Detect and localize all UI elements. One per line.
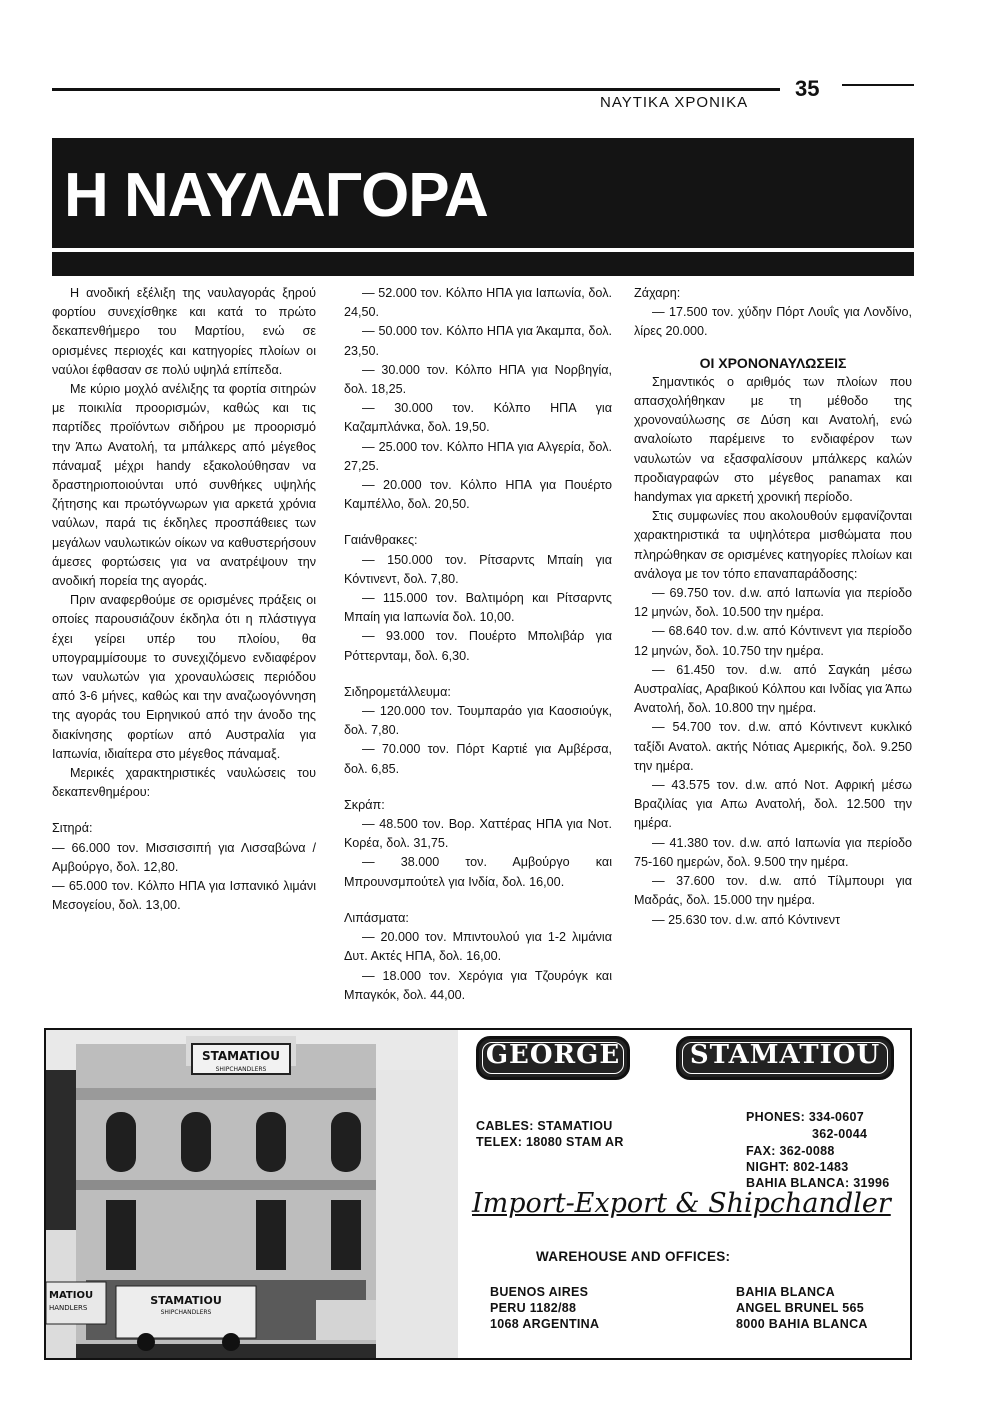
paragraph: Στις συμφωνίες που ακολουθούν εμφανίζονται χαρακτηριστικά τα υψηλότερα μισθώματα που πληρώθηκαν σε ορισμένες κατηγορίες πλοίων και ανάλογα με τον τόπο επαναπαράδοσης: <box>634 509 912 581</box>
list-item: — 68.640 τον. d.w. από Κόντινεντ για περίοδο 12 μηνών, δολ. 10.750 την ημέρα. <box>634 624 912 658</box>
subheading-sugar: Ζάχαρη: <box>634 286 681 300</box>
list-item: — 65.000 τον. Κόλπο ΗΠΑ για Ισπανικό λιμάνι Μεσογείου, δολ. 13,00. <box>52 879 316 913</box>
sign-subtext: SHIPCHANDLERS <box>215 1066 267 1073</box>
page-title: Η ΝΑΥΛΑΓΟΡΑ <box>64 161 488 230</box>
address-buenos-aires-2: PERU 1182/88 <box>490 1301 577 1315</box>
subheading-ore: Σιδηρομετάλλευμα: <box>344 684 451 699</box>
paragraph: Η ανοδική εξέλιξη της ναυλαγοράς ξηρού φορτίου συνεχίσθηκε και κατά το πρώτο δεκαπενθήμερο του Μαρτίου, ενώ σε ορισμένες περιοχές και κατηγορίες πλοίων οι ναύλοι έφθασαν σε πολύ υψηλά επίπεδα. <box>52 286 316 377</box>
list-item: — 61.450 τον. d.w. από Σαγκάη μέσω Αυστραλίας, Αραβικού Κόλπου και Ινδίας για Άπω Ανατολή, δολ. 10.800 την ημέρα. <box>634 662 912 716</box>
paragraph: Σημαντικός ο αριθμός των πλοίων που απασχολήθηκαν με τη μέθοδο της χρονοναύλωσης σε Δύση και Ανατολή, ενώ αναλοίωτο παρέμεινε το ενδιαφέρον των ναυλωτών να εξασφαλίσουν μπάλκερς καλών προδιαγραφών στο μέγεθος panamax και handymax για αρκετή χρονική περίοδο. <box>634 374 912 505</box>
paragraph: Πριν αναφερθούμε σε ορισμένες πράξεις οι οποίες παρουσιάζουν έκδηλα ότι η πλάστιγγα έχει γείρει υπέρ του πλοίου, θα υπογραμμίσουμε το συνεχιζόμενο ενδιαφέρον των ναυλωτών για χροναυλώσεις περιόδου από 3-6 μήνες, καθώς και την αναζωογόννηση της αγοράς του Ειρηνικού από την άνοδο της διακίνησης φορτίων από Αυστραλία για Ιαπωνία, ιδιαίτερα στο μέγεθος πάναμαξ. <box>52 593 316 761</box>
warehouse-heading: WAREHOUSE AND OFFICES: <box>536 1249 731 1264</box>
truck-subtext: SHIPCHANDLERS <box>160 1309 212 1316</box>
title-banner <box>52 138 914 276</box>
list-item: — 150.000 τον. Ρίτσαρντς Μπαίη για Κόντινεντ, δολ. 7,80. <box>344 552 612 586</box>
list-item: — 25.000 τον. Κόλπο ΗΠΑ για Αλγερία, δολ. 27,25. <box>344 439 612 473</box>
list-item: — 69.750 τον. d.w. από Ιαπωνία για περίοδο 12 μηνών, δολ. 10.500 την ημέρα. <box>634 586 912 620</box>
list-item: — 25.630 τον. d.w. από Κόντινεντ <box>652 912 841 927</box>
subheading-coal: Γαιάνθρακες: <box>344 533 418 548</box>
list-item: — 18.000 τον. Χερόγια για Τζουρόγκ και Μπαγκόκ, δολ. 44,00. <box>344 968 612 1002</box>
magazine-name: ΝΑΥΤΙΚΑ ΧΡΟΝΙΚΑ <box>600 94 749 111</box>
cables: CABLES: STAMATIOU <box>476 1119 613 1133</box>
list-item: — 54.700 τον. d.w. από Κόντινεντ κυκλικό ταξίδι Ανατολ. ακτής Νότιας Αμερικής, δολ. 9.250 την ημέρα. <box>634 720 912 773</box>
list-item: — 37.600 τον. d.w. από Τίλμπουρι για Μαδράς, δολ. 15.000 την ημέρα. <box>634 874 912 908</box>
list-item: — 70.000 τον. Πόρτ Καρτιέ για Αμβέρσα, δολ. 6,85. <box>344 742 612 776</box>
logo-stamatiou <box>676 1036 894 1080</box>
subheading-fertilizers: Λιπάσματα: <box>344 910 409 925</box>
night-phone: NIGHT: 802-1483 <box>746 1160 849 1174</box>
subheading-grain: Σιτηρά: <box>52 821 93 836</box>
address-bahia-blanca-1: BAHIA BLANCA <box>736 1285 835 1299</box>
list-item: — 38.000 τον. Αμβούργο και Μπρουνσμπούτελ για Ινδία, δολ. 16,00. <box>344 855 612 889</box>
list-item: — 93.000 τον. Πουέρτο Μπολιβάρ για Ρόττερνταμ, δολ. 6,30. <box>344 629 612 663</box>
list-item: — 30.000 τον. Κόλπο ΗΠΑ για Νορβηγία, δολ. 18,25. <box>344 362 612 397</box>
list-item: — 50.000 τον. Κόλπο ΗΠΑ για Άκαμπα, δολ. 23,50. <box>344 324 612 358</box>
business-slogan: Import-Export & Shipchandler <box>472 1188 891 1219</box>
truck-left-subtext: HANDLERS <box>49 1304 88 1312</box>
list-item: — 30.000 τον. Κόλπο ΗΠΑ για Καζαμπλάνκα, δολ. 19,50. <box>344 401 612 435</box>
header-rule-left <box>52 88 780 91</box>
list-item: — 20.000 τον. Μπιντουλού για 1-2 λιμάνια Δυτ. Ακτές ΗΠΑ, δολ. 16,00. <box>344 930 612 964</box>
logo-stamatiou-text: STAMATIOU <box>689 1040 881 1070</box>
phones: PHONES: 334-0607 <box>746 1110 865 1124</box>
list-item: — 52.000 τον. Κόλπο ΗΠΑ για Ιαπωνία, δολ. 24,50. <box>344 286 612 320</box>
sign-text: STAMATIOU <box>201 1049 281 1063</box>
article-column-2 <box>344 284 612 1005</box>
page-number: 35 <box>795 76 820 101</box>
fax: FAX: 362-0088 <box>746 1144 835 1158</box>
address-bahia-blanca-3: 8000 BAHIA BLANCA <box>736 1317 868 1331</box>
bahia-phone: BAHIA BLANCA: 31996 <box>746 1176 890 1190</box>
building-photo <box>46 1030 458 1358</box>
article-column-1 <box>52 284 316 916</box>
logo-george-text: GEORGE <box>485 1040 621 1070</box>
address-bahia-blanca-2: ANGEL BRUNEL 565 <box>736 1301 864 1315</box>
list-item: — 43.575 τον. d.w. από Νοτ. Αφρική μέσω Βραζιλίας για Απω Ανατολή, δολ. 12.500 την ημέρα. <box>634 778 912 831</box>
paragraph: Με κύριο μοχλό ανέλιξης τα φορτία σιτηρών με ποικιλία προορισμών, καθώς και τις παρτίδες προϊόντων σιδήρου με προορισμό την Άπω Ανατολή, τα μπάλκερς από μέγεθος πάναμαξ μέχρι handy εξακολούθησαν να δραστηριοποιούνται υπό συνθήκες υψηλής ζήτησης και πρωτόγνωρων για αρκετά χρόνια ναύλων, παρά τις έκδηλες προσπάθειες των μεγάλων ναυλωτικών οίκων να καθυστερήσουν άμεσες φορτώσεις για να ανατρέψουν την ανοδική πορεία της αγοράς. <box>52 382 316 589</box>
phones-2: 362-0044 <box>812 1127 868 1141</box>
banner-stripe <box>52 248 914 252</box>
list-item: — 120.000 τον. Τουμπαράο για Καοσιούγκ, δολ. 7,80. <box>344 704 612 738</box>
logo-george <box>476 1036 630 1080</box>
section-heading: ΟΙ ΧΡΟΝΟΝΑΥΛΩΣΕΙΣ <box>699 354 847 371</box>
address-buenos-aires-3: 1068 ARGENTINA <box>490 1317 600 1331</box>
article-column-3 <box>634 284 912 930</box>
header-rule-right <box>842 84 914 86</box>
truck-left-text: MATIOU <box>49 1290 94 1301</box>
list-item: — 20.000 τον. Κόλπο ΗΠΑ για Πουέρτο Καμπέλλο, δολ. 20,50. <box>344 478 612 512</box>
list-item: — 66.000 τον. Μισσισσιπή για Λισσαβώνα / Αμβούργο, δολ. 12,80. <box>52 840 316 874</box>
telex: TELEX: 18080 STAM AR <box>476 1135 624 1149</box>
list-item: — 48.500 τον. Βορ. Χαττέρας ΗΠΑ για Νοτ. Κορέα, δολ. 31,75. <box>344 817 612 851</box>
list-item: — 17.500 τον. χύδην Πόρτ Λουΐς για Λονδίνο, λίρες 20.000. <box>634 305 912 339</box>
truck-text: STAMATIOU <box>150 1294 222 1307</box>
address-buenos-aires-1: BUENOS AIRES <box>490 1285 589 1299</box>
list-item: — 41.380 τον. d.w. από Ιαπωνία για περίοδο 75-160 ημερών, δολ. 9.500 την ημέρα. <box>634 835 912 869</box>
subheading-scrap: Σκράπ: <box>344 797 385 812</box>
paragraph: Μερικές χαρακτηριστικές ναυλώσεις του δεκαπενθημέρου: <box>52 766 316 800</box>
list-item: — 115.000 τον. Βαλτιμόρη και Ρίτσαρντς Μπαίη για Ιαπωνία δολ. 10,00. <box>344 591 612 625</box>
